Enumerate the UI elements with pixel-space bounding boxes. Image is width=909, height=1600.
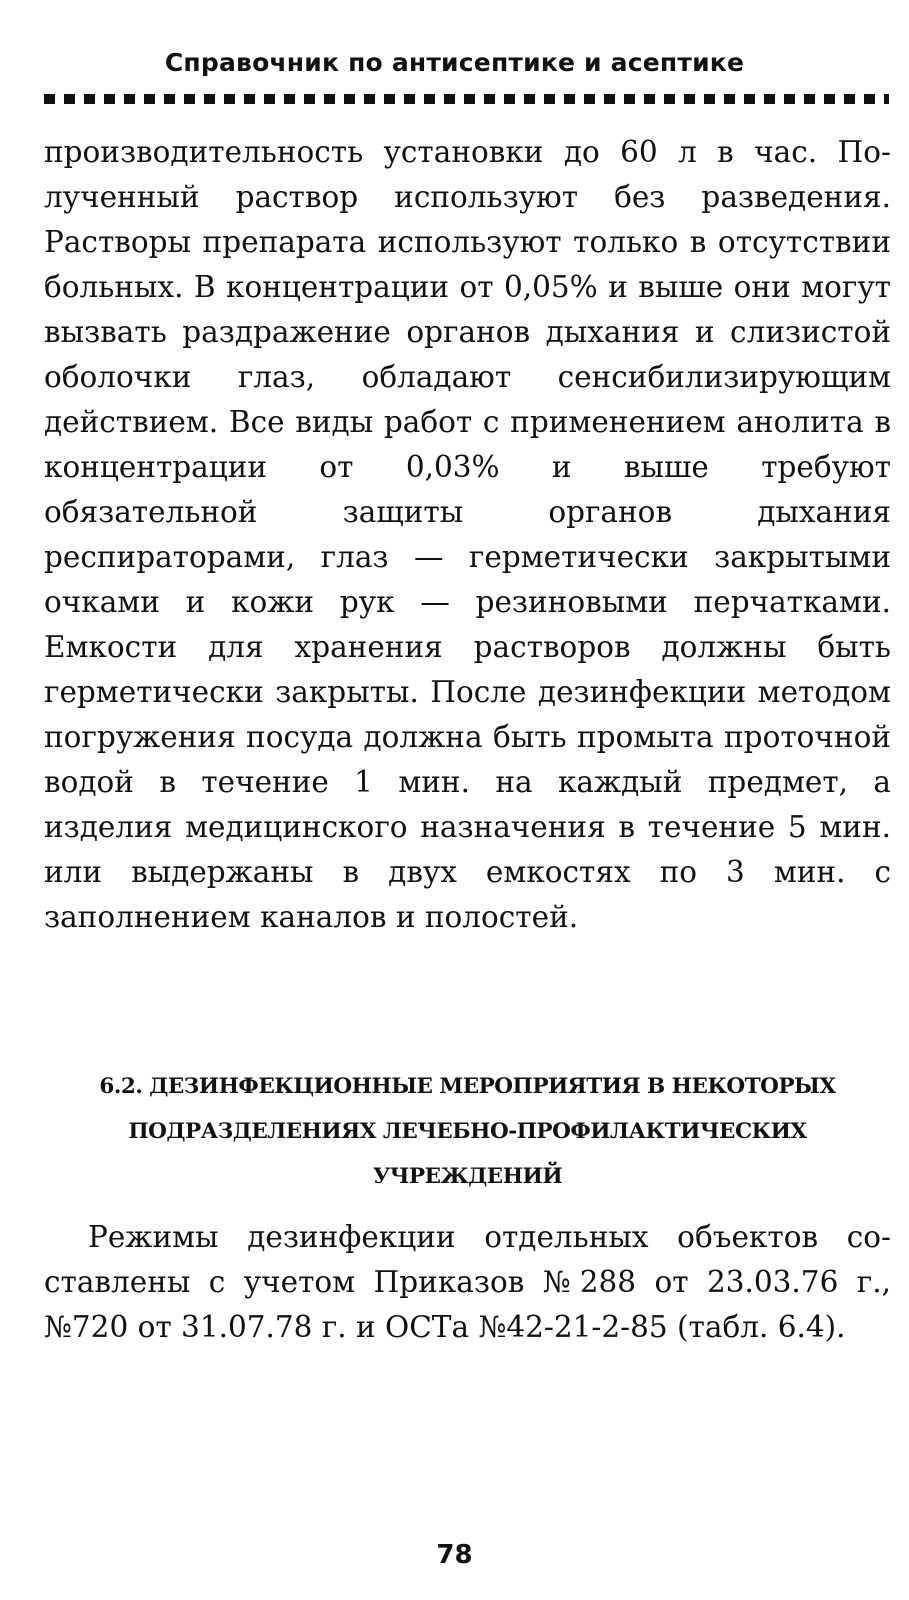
running-head: Справочник по антисептике и асептике: [164, 48, 745, 77]
section-heading: [30, 1064, 905, 1199]
dotted-rule: [44, 94, 889, 104]
body-paragraph-2: Режимы дезинфекции отдельных объектов составлены с учетом Приказов №288 от 23.03.76 г., №720 от 31.07.78 г. и ОСТа №42-21-2-85 (табл. 6.4).: [44, 1220, 891, 1344]
section-heading-line-3: УЧРЕЖДЕНИЙ: [372, 1164, 563, 1189]
section-heading-line-2: ПОДРАЗДЕЛЕНИЯХ ЛЕЧЕБНО-ПРОФИЛАКТИЧЕСКИХ: [128, 1119, 807, 1144]
section-heading-line-1: 6.2. ДЕЗИНФЕКЦИОННЫЕ МЕРОПРИЯТИЯ В НЕКОТОРЫХ: [99, 1074, 836, 1099]
page-number: 78: [436, 1540, 473, 1570]
body-paragraph-1: производительность установки до 60 л в час. Полученный раствор используют без разведения. Растворы препарата используют только в отсутствии больных. В концентрации от 0,05% и выше они могут вызвать раздражение органов дыхания и слизистой оболочки глаз, обладают сенсибилизирующим действием. Все виды работ с применением анолита в концентрации от 0,03% и выше требуют обязательной защиты органов дыхания респираторами, глаз — герметически закрытыми очками и кожи рук — резиновыми перчатками. Емкости для хранения растворов должны быть герметически закрыты. После дезинфекции методом погружения посуда должна быть промыта проточной водой в течение 1 мин. на каждый предмет, а изделия медицинского назначения в течение 5 мин. или выдержаны в двух емкостях по 3 мин. с заполнением каналов и полостей.: [44, 135, 891, 934]
